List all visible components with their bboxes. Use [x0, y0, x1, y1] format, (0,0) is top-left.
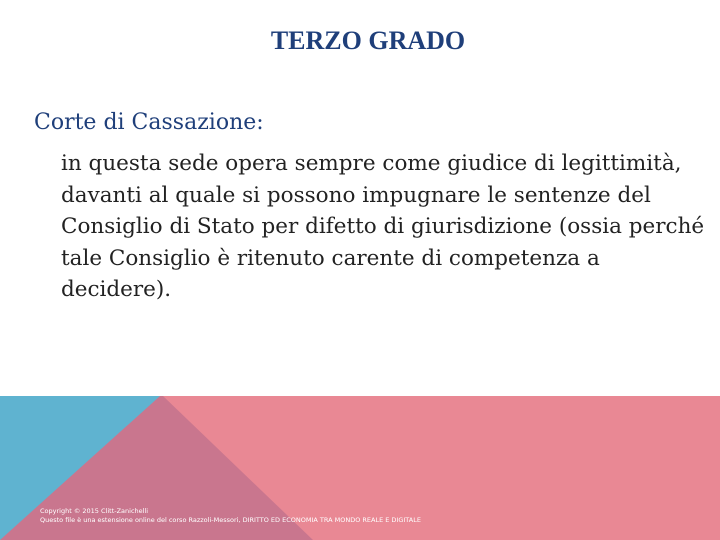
copyright-line: Copyright © 2015 Clitt-Zanichelli: [40, 507, 149, 515]
copyright-notice: [40, 507, 421, 525]
section-heading: Corte di Cassazione:: [34, 110, 264, 135]
body-paragraph: in questa sede opera sempre come giudice di legittimità, davanti al quale si possono impugnare le sentenze del Consiglio di Stato per difetto di giurisdizione (ossia perché tale Consiglio è ritenuto carente di competenza a decidere).: [61, 151, 705, 302]
slide-title: TERZO GRADO: [270, 26, 466, 55]
source-line: Questo file è una estensione online del corso Razzoli-Messori, DIRITTO ED ECONOMIA TRA MONDO REALE E DIGITALE: [40, 516, 421, 524]
